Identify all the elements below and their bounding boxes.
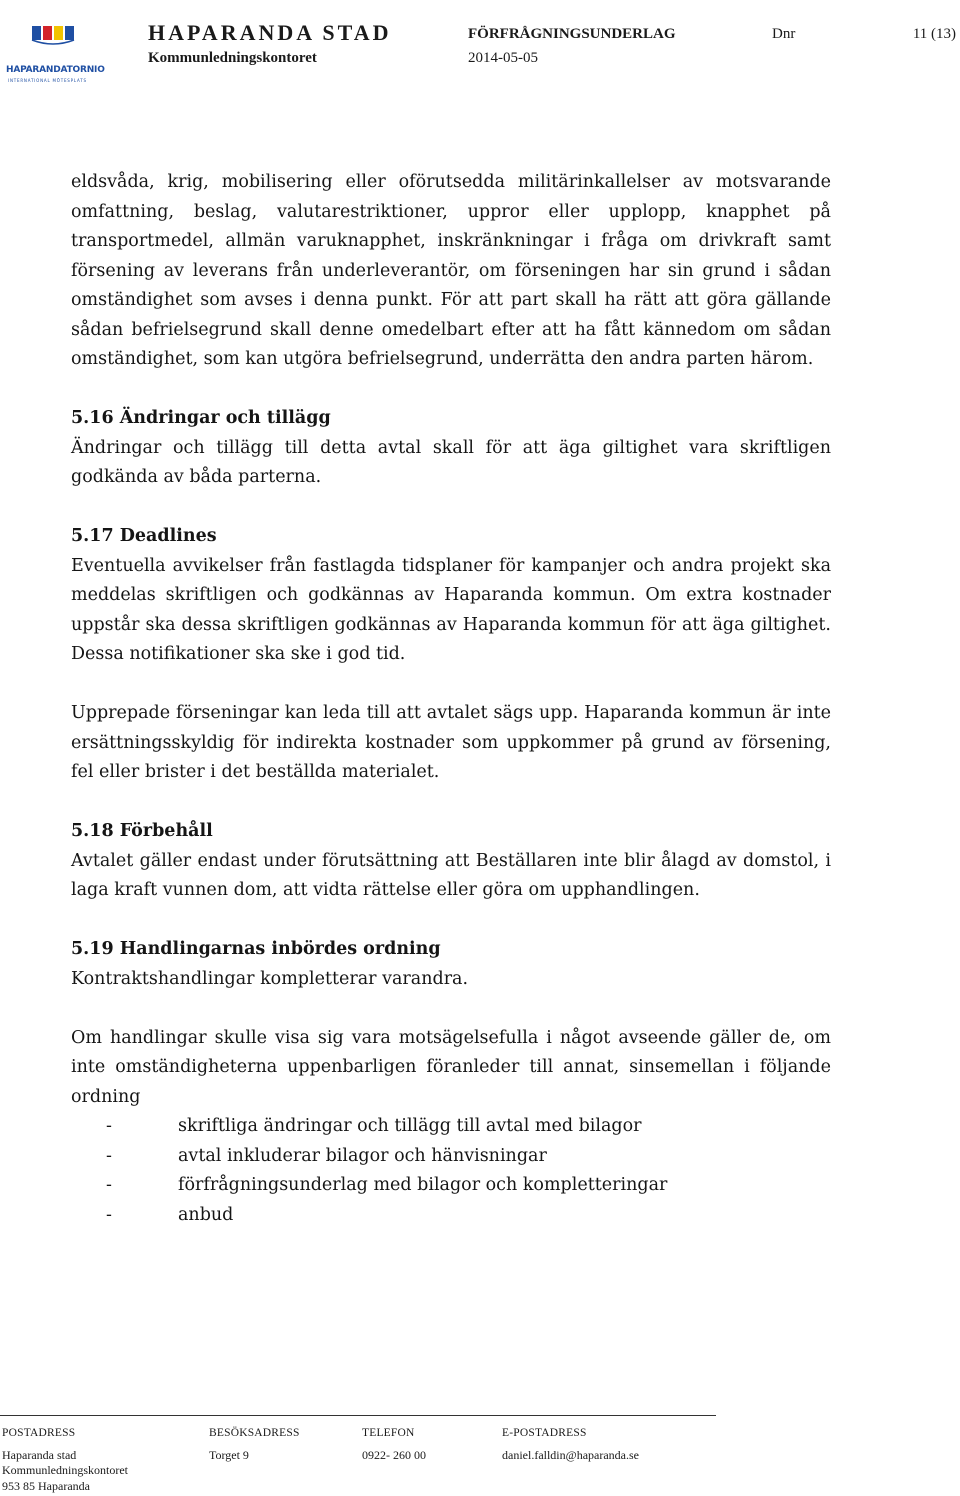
haparanda-tornio-logo <box>2 22 105 83</box>
diary-number-label: Dnr <box>772 26 796 42</box>
document-order-list <box>71 1112 831 1230</box>
footer-visiting-address: BESÖKSADRESS Torget 9 <box>209 1427 300 1462</box>
page-header <box>0 0 960 83</box>
page-number: 11 (13) <box>912 26 956 42</box>
footer-telephone: TELEFON 0922- 260 00 <box>362 1427 426 1462</box>
section-heading-5-19: 5.19 Handlingarnas inbördes ordning <box>71 939 441 959</box>
section-paragraph: Avtalet gäller endast under förutsättning att Beställaren inte blir ålagd av domstol, i laga kraft vunnen dom, att vidta rättelse eller göra om upphandlingen. <box>71 850 831 900</box>
footer-email: E-POSTADRESS daniel.falldin@haparanda.se <box>502 1427 639 1462</box>
section-paragraph: Kontraktshandlingar kompletterar varandra. <box>71 968 469 989</box>
section-paragraph: Eventuella avvikelser från fastlagda tidsplaner för kampanjer och andra projekt ska meddelas skriftligen och godkännas av Haparanda kommun. Om extra kostnader uppstår ska dessa skriftligen godkännas av Haparanda kommun för att äga giltighet. Dessa notifikationer ska ske i god tid. <box>71 555 831 664</box>
section-paragraph: Om handlingar skulle visa sig vara motsägelsefulla i något avseende gäller de, om inte omständigheterna uppenbarligen föranleder till annat, sinsemellan i följande ordning <box>71 1027 831 1107</box>
section-heading-5-16: 5.16 Ändringar och tillägg <box>71 408 331 428</box>
organisation-name: HAPARANDA STAD <box>148 20 392 45</box>
footer-postal-address: POSTADRESS Haparanda stad Kommunledningskontoret 953 85 Haparanda <box>2 1427 128 1493</box>
document-date: 2014-05-05 <box>468 50 538 66</box>
logo-wordmark: HAPARANDATORNIO <box>6 65 105 75</box>
organisation-unit: Kommunledningskontoret <box>148 50 317 66</box>
section-paragraph: Ändringar och tillägg till detta avtal skall för att äga giltighet vara skriftligen godkända av båda parterna. <box>71 437 831 487</box>
section-heading-5-18: 5.18 Förbehåll <box>71 821 213 841</box>
email-link[interactable]: daniel.falldin@haparanda.se <box>502 1447 639 1462</box>
list-item: - förfrågningsunderlag med bilagor och kompletteringar <box>106 1175 668 1195</box>
footer-divider <box>0 1415 716 1416</box>
list-item: - skriftliga ändringar och tillägg till avtal med bilagor <box>106 1116 642 1136</box>
section-paragraph: Upprepade förseningar kan leda till att avtalet sägs upp. Haparanda kommun är inte ersättningsskyldig för indirekta kostnader som uppkommer på grund av försening, fel eller brister i det beställda materialet. <box>71 703 831 782</box>
section-heading-5-17: 5.17 Deadlines <box>71 526 217 546</box>
list-item: - anbud <box>106 1204 234 1225</box>
intro-paragraph: eldsvåda, krig, mobilisering eller oförutsedda militärinkallelser av motsvarande omfattning, beslag, valutarestriktioner, uppror eller upplopp, knapphet på transportmedel, allmän varuknapphet, inskränkningar i fråga om drivkraft samt försening av leverans från underleverantör, om förseningen har sin grund i sådan omständighet som avses i denna punkt. För att part skall ha rätt att göra gällande sådan befrielsegrund skall denne omedelbart efter att ha fått kännedom om sådan omständighet, som kan utgöra befrielsegrund, underrätta den andra parten härom. <box>71 172 831 369</box>
document-body <box>71 168 831 1230</box>
list-item: - avtal inkluderar bilagor och hänvisningar <box>106 1145 547 1166</box>
logo-tagline: INTERNATIONAL MÖTESPLATS <box>8 78 87 83</box>
logo-emblem-icon <box>2 22 98 66</box>
document-type: FÖRFRÅGNINGSUNDERLAG <box>468 26 676 42</box>
